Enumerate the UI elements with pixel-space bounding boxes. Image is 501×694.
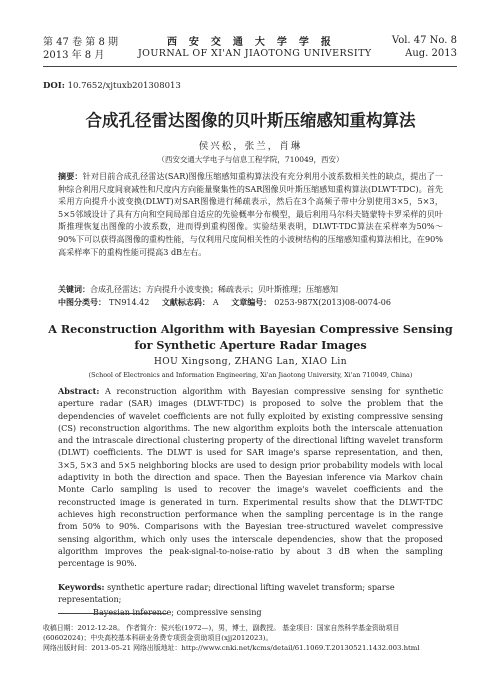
date-en: Aug. 2013 (405, 48, 457, 59)
article-no-value: 0253-987X(2013)08-0074-06 (274, 298, 391, 307)
journal-name-cn: 西安交通大学学报 (166, 36, 343, 48)
article-no-label: 文章编号： (231, 297, 272, 307)
keywords-cn-label: 关键词： (58, 284, 90, 294)
journal-name-en: JOURNAL OF XI'AN JIAOTONG UNIVERSITY (137, 48, 372, 59)
running-header (43, 33, 457, 60)
affiliation-cn: （西安交通大学电子与信息工程学院，710049，西安） (157, 155, 344, 164)
clc-label: 中图分类号： (58, 297, 106, 307)
header-rule (43, 66, 457, 67)
footnote-line3: 网络出版时间：2013-05-21 网络出版地址：http://www.cnki.net/kcms/detail/61.1069.T.20130521.1432.003.html (43, 644, 420, 653)
keywords-en-line2: Bayesian inference; compressive sensing (93, 606, 262, 617)
date-cn: 2013 年 8 月 (43, 50, 105, 61)
doi-line (43, 81, 181, 91)
abstract-cn-label: 摘要： (58, 171, 83, 181)
affiliation-en: (School of Electronics and Information Engineering, Xi'an Jiaotong University, Xi'an 710049, China) (88, 371, 413, 379)
abstract-cn-text: 针对目前合成孔径雷达(SAR)图像压缩感知重构算法没有充分利用小波系数相关性的缺点，提出了一种综合利用尺度间衰减性和尺度内方向能量聚集性的SAR图像贝叶斯压缩感知重构算法(DLWT-TDC)。首先采用方向提升小波变换(DLWT)对SAR图像进行稀疏表示，然后在3个高频子带中分别使用3×5，5×3，5×5邻域设计了具有方向和空间局部自适应的先验概率分布模型，最后利用马尔科夫链蒙特卡罗采样的贝叶斯推理恢复出图像的小波系数，进而得到重构图像。实验结果表明，DLWT-TDC算法在采样率为50%～90%下可以获得高图像的重构性能，与仅利用尺度间相关性的小波树结构的压缩感知重构算法相比，在90%高采样率下的重构性能可提高3 dB左右。 (58, 171, 443, 257)
footnote-rule (58, 613, 168, 614)
title-en-line2: for Synthetic Aperture Radar Images (134, 338, 367, 352)
clc-value: TN914.42 (109, 298, 150, 307)
abstract-en-label: Abstract: (58, 386, 100, 396)
classification-line (58, 297, 443, 308)
title-cn: 合成孔径雷达图像的贝叶斯压缩感知重构算法 (85, 111, 416, 130)
doi-value: 10.7652/xjtuxb201308013 (64, 81, 181, 91)
abstract-cn (58, 170, 443, 258)
abstract-en-text: A reconstruction algorithm with Bayesian compressive sensing for synthetic aperture radar (SAR) images (DLWT-TDC) is proposed to solve the problem that the dependencies of wavelet coefficients are not fully exploited by existing compressive sensing (CS) reconstruction algorithms. The new algorithm exploits both the interscale attenuation and the intrascale directional clustering property of the directional lifting wavelet transform (DLWT) coefficients. The DLWT is used for SAR image's sparse representation, and then, 3×5, 5×3 and 5×5 neighboring blocks are used to design prior probability models with local adaptivity in both the direction and space. Then the Bayesian inference via Markov chain Monte Carlo sampling is used to recover the image's wavelet coefficients and the reconstructed image is generated in turn. Experimental results show that the DLWT-TDC achieves high reconstruction performance when the sampling percentage is in the range from 50% to 90%. Comparisons with the Bayesian tree-structured wavelet compressive sensing algorithm, which only uses the interscale dependencies, show that the proposed algorithm improves the peak-signal-to-noise-ratio by about 3 dB when the sampling percentage is 90%. (58, 386, 443, 569)
keywords-cn (58, 284, 443, 295)
footnote (43, 623, 457, 654)
volume-issue-en: Vol. 47 No. 8 (391, 34, 457, 46)
authors-cn: 侯兴松，张兰，肖琳 (198, 141, 303, 152)
keywords-en-line1: synthetic aperture radar; directional lifting wavelet transform; sparse representation; (58, 582, 395, 605)
keywords-en-label: Keywords: (58, 582, 105, 592)
volume-issue-cn: 第 47 卷 第 8 期 (43, 36, 118, 48)
authors-en: HOU Xingsong, ZHANG Lan, XIAO Lin (153, 357, 348, 367)
abstract-en (58, 385, 443, 569)
footnote-line1: 收稿日期：2012-12-28。 作者简介：侯兴松(1972—)，男，博士，副教授。 基金项目：国家自然科学基金资助项目 (43, 624, 400, 632)
doc-code-value: A (212, 298, 219, 307)
footnote-line2: (60602024)；中央高校基本科研业务费专项资金资助项目(xjj2012023)。 (43, 634, 273, 643)
title-en (0, 321, 501, 353)
title-en-line1: A Reconstruction Algorithm with Bayesian Compressive Sensing (48, 322, 453, 336)
doc-code-label: 文献标志码： (161, 297, 210, 307)
doi-label: DOI: (43, 81, 65, 91)
keywords-cn-text: 合成孔径雷达；方向提升小波变换；稀疏表示；贝叶斯推理；压缩感知 (90, 285, 338, 294)
